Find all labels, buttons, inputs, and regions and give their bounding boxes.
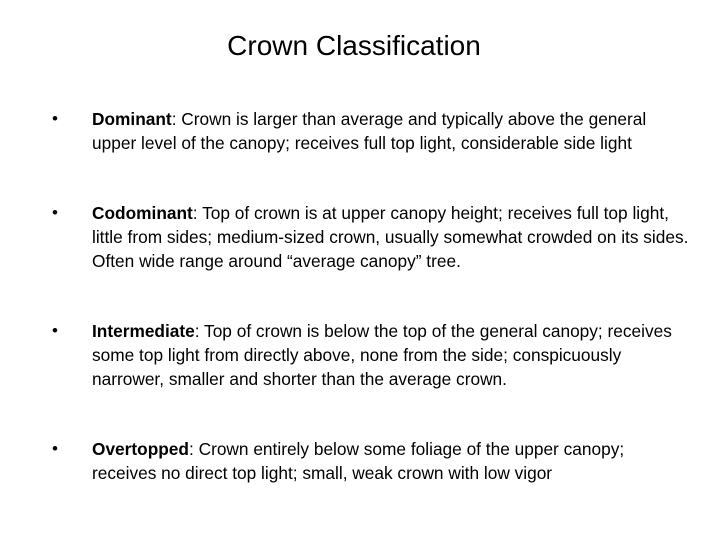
bullet-icon: • [52,109,58,128]
bullet-term: Dominant [92,109,172,129]
bullet-description: : Crown is larger than average and typically above the general upper level of the canopy; receives full top light, considerable side light [92,109,647,153]
bullet-icon: • [52,321,58,340]
bullet-term: Intermediate [92,321,195,341]
bullet-term: Codominant [92,203,193,223]
bullet-text [92,319,692,391]
bullet-icon: • [52,439,58,458]
bullet-text [92,437,692,485]
slide-title: Crown Classification [227,30,481,61]
bullet-description: : Top of crown is below the top of the general canopy; receives some top light from directly above, none from the side; conspicuously narrower, smaller and shorter than the average crown. [92,321,672,389]
bullet-description: : Crown entirely below some foliage of the upper canopy; receives no direct top light; small, weak crown with low vigor [92,439,625,483]
bullet-text [92,201,692,273]
bullet-term: Overtopped [92,439,189,459]
bullet-description: : Top of crown is at upper canopy height; receives full top light, little from sides; medium-sized crown, usually somewhat crowded on its sides. Often wide range around “average canopy” tree. [92,203,689,271]
bullet-text [92,107,692,155]
bullet-icon: • [52,203,58,222]
